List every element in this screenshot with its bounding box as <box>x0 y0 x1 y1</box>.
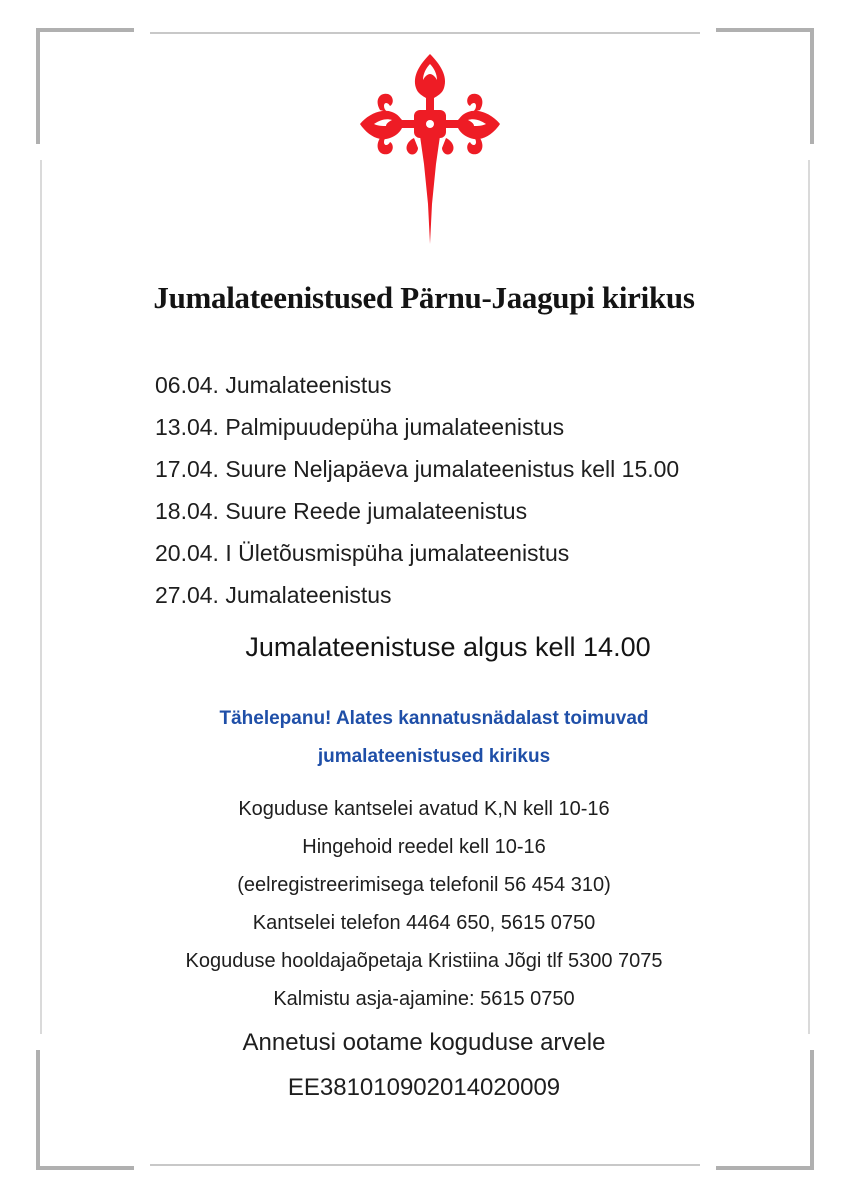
pastor-contact: Koguduse hooldajaõpetaja Kristiina Jõgi tlf 5300 7075 <box>185 950 663 972</box>
cross-of-saint-james-icon <box>360 54 500 244</box>
frame-corner-top-left <box>36 28 134 144</box>
service-item: 27.04. Jumalateenistus <box>155 582 392 608</box>
donation-text: Annetusi ootame koguduse arvele <box>242 1029 606 1056</box>
donation-account-number: EE381010902014020009 <box>287 1074 561 1101</box>
service-item: 13.04. Palmipuudepüha jumalateenistus <box>155 414 565 440</box>
cemetery-contact: Kalmistu asja-ajamine: 5615 0750 <box>273 988 575 1010</box>
service-item: 17.04. Suure Neljapäeva jumalateenistus kell 15.00 <box>155 456 680 482</box>
notice-line: jumalateenistused kirikus <box>317 746 551 767</box>
service-item: 18.04. Suure Reede jumalateenistus <box>155 498 528 524</box>
office-phone: Kantselei telefon 4464 650, 5615 0750 <box>252 912 596 934</box>
service-start-time: Jumalateenistuse algus kell 14.00 <box>245 632 651 662</box>
notice-line: Tähelepanu! Alates kannatusnädalast toimuvad <box>219 708 649 729</box>
donation-block <box>0 1020 848 1110</box>
contact-info-block <box>0 790 848 1018</box>
frame-edge-top <box>150 32 700 34</box>
service-schedule-list <box>155 364 679 616</box>
page-title: Jumalateenistused Pärnu-Jaagupi kirikus <box>153 280 695 315</box>
notice-block <box>0 700 848 776</box>
frame-edge-bottom <box>150 1164 700 1166</box>
frame-corner-top-right <box>716 28 814 144</box>
service-item: 20.04. I Ületõusmispüha jumalateenistus <box>155 540 570 566</box>
pastoral-care-hours: Hingehoid reedel kell 10-16 <box>302 836 546 858</box>
pre-registration-note: (eelregistreerimisega telefonil 56 454 310) <box>237 874 611 896</box>
service-item: 06.04. Jumalateenistus <box>155 372 392 398</box>
office-hours: Koguduse kantselei avatud K,N kell 10-16 <box>238 798 610 820</box>
